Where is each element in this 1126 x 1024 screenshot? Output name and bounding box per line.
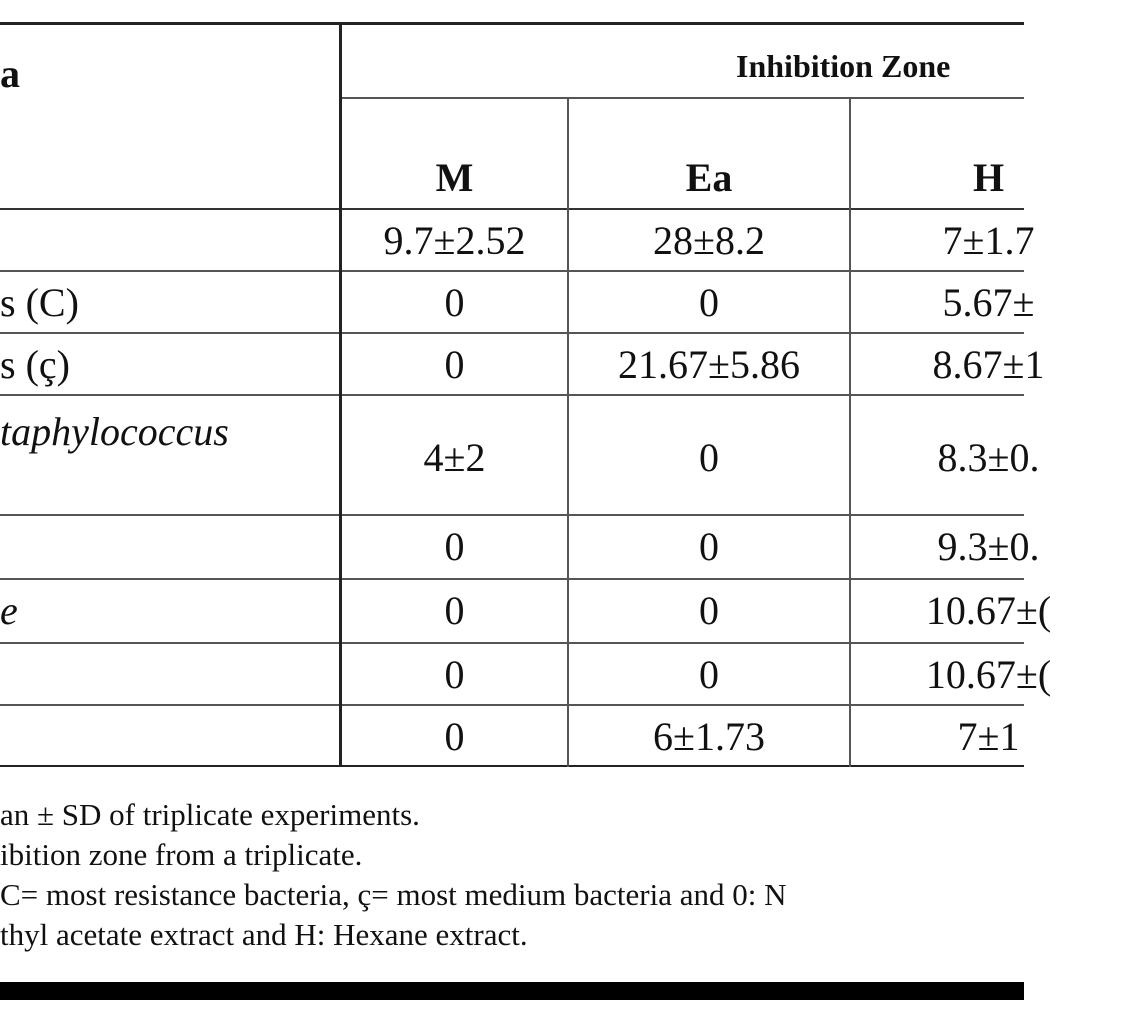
inhibition-zone-table: [0, 25, 1052, 767]
table-cell-ea: 0: [699, 435, 719, 480]
table-cell-h: 8.67±1: [932, 342, 1045, 387]
bottom-border-bar: [0, 982, 1024, 1000]
table-bottom-rule: [0, 765, 1024, 767]
footnote: ibition zone from a triplicate.: [0, 837, 363, 872]
table-cell-m: 0: [444, 342, 465, 387]
table-cell-m: 9.7±2.52: [383, 218, 526, 263]
table-cell-m: 0: [444, 714, 465, 759]
row-rule: [0, 642, 1024, 644]
row-label: taphylococcus: [0, 409, 229, 454]
table-cell-h: 8.3±0.: [937, 435, 1040, 480]
table-cell-m: 0: [444, 588, 465, 633]
table-cell-m: 0: [444, 652, 465, 697]
row-label: e: [0, 588, 18, 633]
row-rule: [0, 394, 1024, 396]
table-cell-ea: 0: [699, 588, 719, 633]
footnote: thyl acetate extract and H: Hexane extract.: [0, 917, 528, 952]
column-header-m: M: [435, 155, 474, 200]
table-cell-h: 7±1: [957, 714, 1020, 759]
label-column-divider: [339, 25, 342, 767]
table-cell-ea: 0: [699, 280, 719, 325]
table-cell-ea: 28±8.2: [653, 218, 765, 263]
table-cell-h: 10.67±(: [925, 588, 1052, 633]
group-header: Inhibition Zone: [736, 48, 951, 84]
table-cell-ea: 21.67±5.86: [618, 342, 800, 387]
footnote: C= most resistance bacteria, ç= most medium bacteria and 0: N: [0, 877, 787, 912]
table-cell-ea: 0: [699, 652, 719, 697]
column-header-ea: Ea: [685, 155, 733, 200]
column-divider: [567, 97, 569, 767]
table-cell-h: 5.67±: [942, 280, 1035, 325]
row-rule: [0, 514, 1024, 516]
group-header-rule: [342, 97, 1024, 99]
column-header-h: H: [972, 155, 1005, 200]
row-rule: [0, 332, 1024, 334]
table-cell-ea: 6±1.73: [653, 714, 765, 759]
header-bottom-rule: [0, 208, 1024, 210]
row-rule: [0, 704, 1024, 706]
table-cell-h: 9.3±0.: [937, 524, 1040, 569]
table-cell-m: 4±2: [423, 435, 486, 480]
table-cell-h: 7±1.7: [942, 218, 1035, 263]
header-left-cell: a: [0, 51, 20, 96]
table-cell-m: 0: [444, 524, 465, 569]
column-divider: [849, 97, 851, 767]
table-cell-h: 10.67±(: [925, 652, 1052, 697]
table-footnotes: [0, 795, 1024, 955]
table-cell-m: 0: [444, 280, 465, 325]
row-label: s (C): [0, 280, 79, 325]
footnote: an ± SD of triplicate experiments.: [0, 797, 420, 832]
row-label: s (ç): [0, 342, 70, 387]
row-rule: [0, 578, 1024, 580]
row-rule: [0, 270, 1024, 272]
table-cell-ea: 0: [699, 524, 719, 569]
